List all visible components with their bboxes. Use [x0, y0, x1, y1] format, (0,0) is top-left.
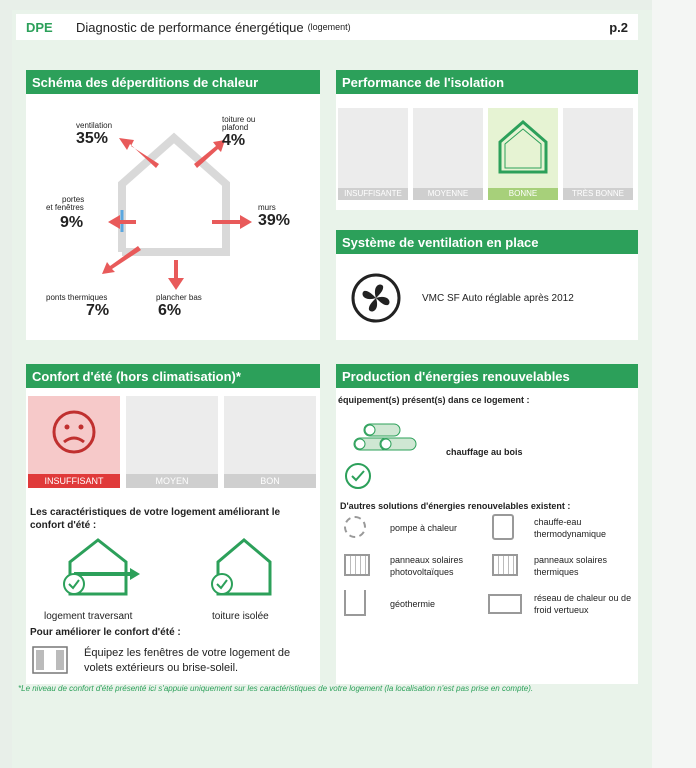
heat-network-icon	[488, 594, 522, 614]
roof-label-2: plafond	[222, 123, 249, 132]
feature-insulated-roof: toiture isolée	[212, 611, 269, 622]
solar-thermal-icon	[492, 554, 518, 576]
option-solar-pv: panneaux solaires photovoltaïques	[390, 555, 464, 577]
roof-pct: 4%	[222, 132, 246, 149]
renewables-panel	[336, 364, 638, 684]
ventilation-system: VMC SF Auto réglable après 2012	[422, 293, 574, 304]
geothermal-icon	[344, 590, 366, 616]
option-solar-thermal: panneaux solaires thermiques	[534, 555, 608, 577]
doors-label-2: et fenêtres	[46, 203, 84, 212]
option-water-heater: chauffe-eau thermodynamique	[534, 517, 607, 539]
improve-text: Équipez les fenêtres de votre logement de volets extérieurs ou brise-soleil.	[84, 647, 291, 674]
comfort-panel	[26, 364, 320, 684]
water-heater-icon	[492, 514, 514, 540]
dpe-label: DPE	[26, 19, 53, 35]
ventilation-pct: 35%	[76, 130, 109, 147]
insulation-level-good: BONNE	[488, 108, 558, 200]
comfort-level-medium: MOYEN	[126, 396, 218, 488]
feature-cross-ventilation: logement traversant	[44, 611, 133, 622]
floor-label: plancher bas	[156, 293, 202, 302]
heat-loss-title: Schéma des déperditions de chaleur	[26, 70, 320, 94]
roof-label-1: toiture ou	[222, 115, 256, 124]
walls-pct: 39%	[258, 212, 291, 229]
page-number: p.2	[609, 19, 628, 35]
comfort-level-insufficient: INSUFFISANT	[28, 396, 120, 488]
footnote: *Le niveau de confort d'été présenté ici s'appuie uniquement sur les caractéristiques de votre logement (la localisation n'est pas prise en compte).	[18, 684, 534, 693]
other-solutions-title: D'autres solutions d'énergies renouvelables existent :	[340, 501, 571, 511]
present-equipment-title: équipement(s) présent(s) dans ce logement :	[338, 395, 530, 405]
sad-face-icon	[28, 396, 120, 474]
insulation-level-very-good: TRÈS BONNE	[563, 108, 633, 200]
check-circle-icon	[344, 462, 372, 490]
insulation-level-insufficient: INSUFFISANTE	[338, 108, 408, 200]
improve-title: Pour améliorer le confort d'été :	[30, 627, 181, 638]
thermal-bridges-pct: 7%	[86, 302, 110, 319]
ventilation-panel	[336, 230, 638, 340]
page-subtitle: (logement)	[307, 22, 351, 32]
solar-pv-icon	[344, 554, 370, 576]
heat-loss-panel	[26, 70, 320, 340]
page-header	[16, 14, 638, 40]
option-heat-pump: pompe à chaleur	[390, 523, 458, 533]
fan-icon	[350, 272, 402, 324]
insulated-roof-icon	[208, 534, 274, 600]
comfort-features-title: Les caractéristiques de votre logement améliorant le confort d'été :	[30, 507, 281, 531]
insulation-title: Performance de l'isolation	[336, 70, 638, 94]
floor-pct: 6%	[158, 302, 182, 319]
comfort-level-good: BON	[224, 396, 316, 488]
shutter-icon	[32, 646, 68, 674]
ventilation-label: ventilation	[76, 121, 113, 130]
renewables-title: Production d'énergies renouvelables	[336, 364, 638, 388]
page-title: Diagnostic de performance énergétique	[76, 19, 304, 35]
present-equipment: chauffage au bois	[446, 447, 523, 457]
cross-ventilation-icon	[60, 534, 140, 600]
thermal-bridges-label: ponts thermiques	[46, 293, 108, 302]
option-heat-network: réseau de chaleur ou de froid vertueux	[534, 593, 632, 615]
doors-pct: 9%	[60, 214, 84, 231]
walls-label: murs	[258, 203, 276, 212]
house-outline-icon	[488, 108, 558, 188]
doors-label-1: portes	[62, 195, 85, 204]
insulation-level-medium: MOYENNE	[413, 108, 483, 200]
wood-logs-icon	[350, 420, 420, 466]
background-strip	[652, 0, 696, 768]
heat-pump-icon	[344, 516, 366, 538]
ventilation-title: Système de ventilation en place	[336, 230, 638, 254]
comfort-title: Confort d'été (hors climatisation)*	[26, 364, 320, 388]
option-geothermal: géothermie	[390, 599, 436, 609]
insulation-panel	[336, 70, 638, 210]
